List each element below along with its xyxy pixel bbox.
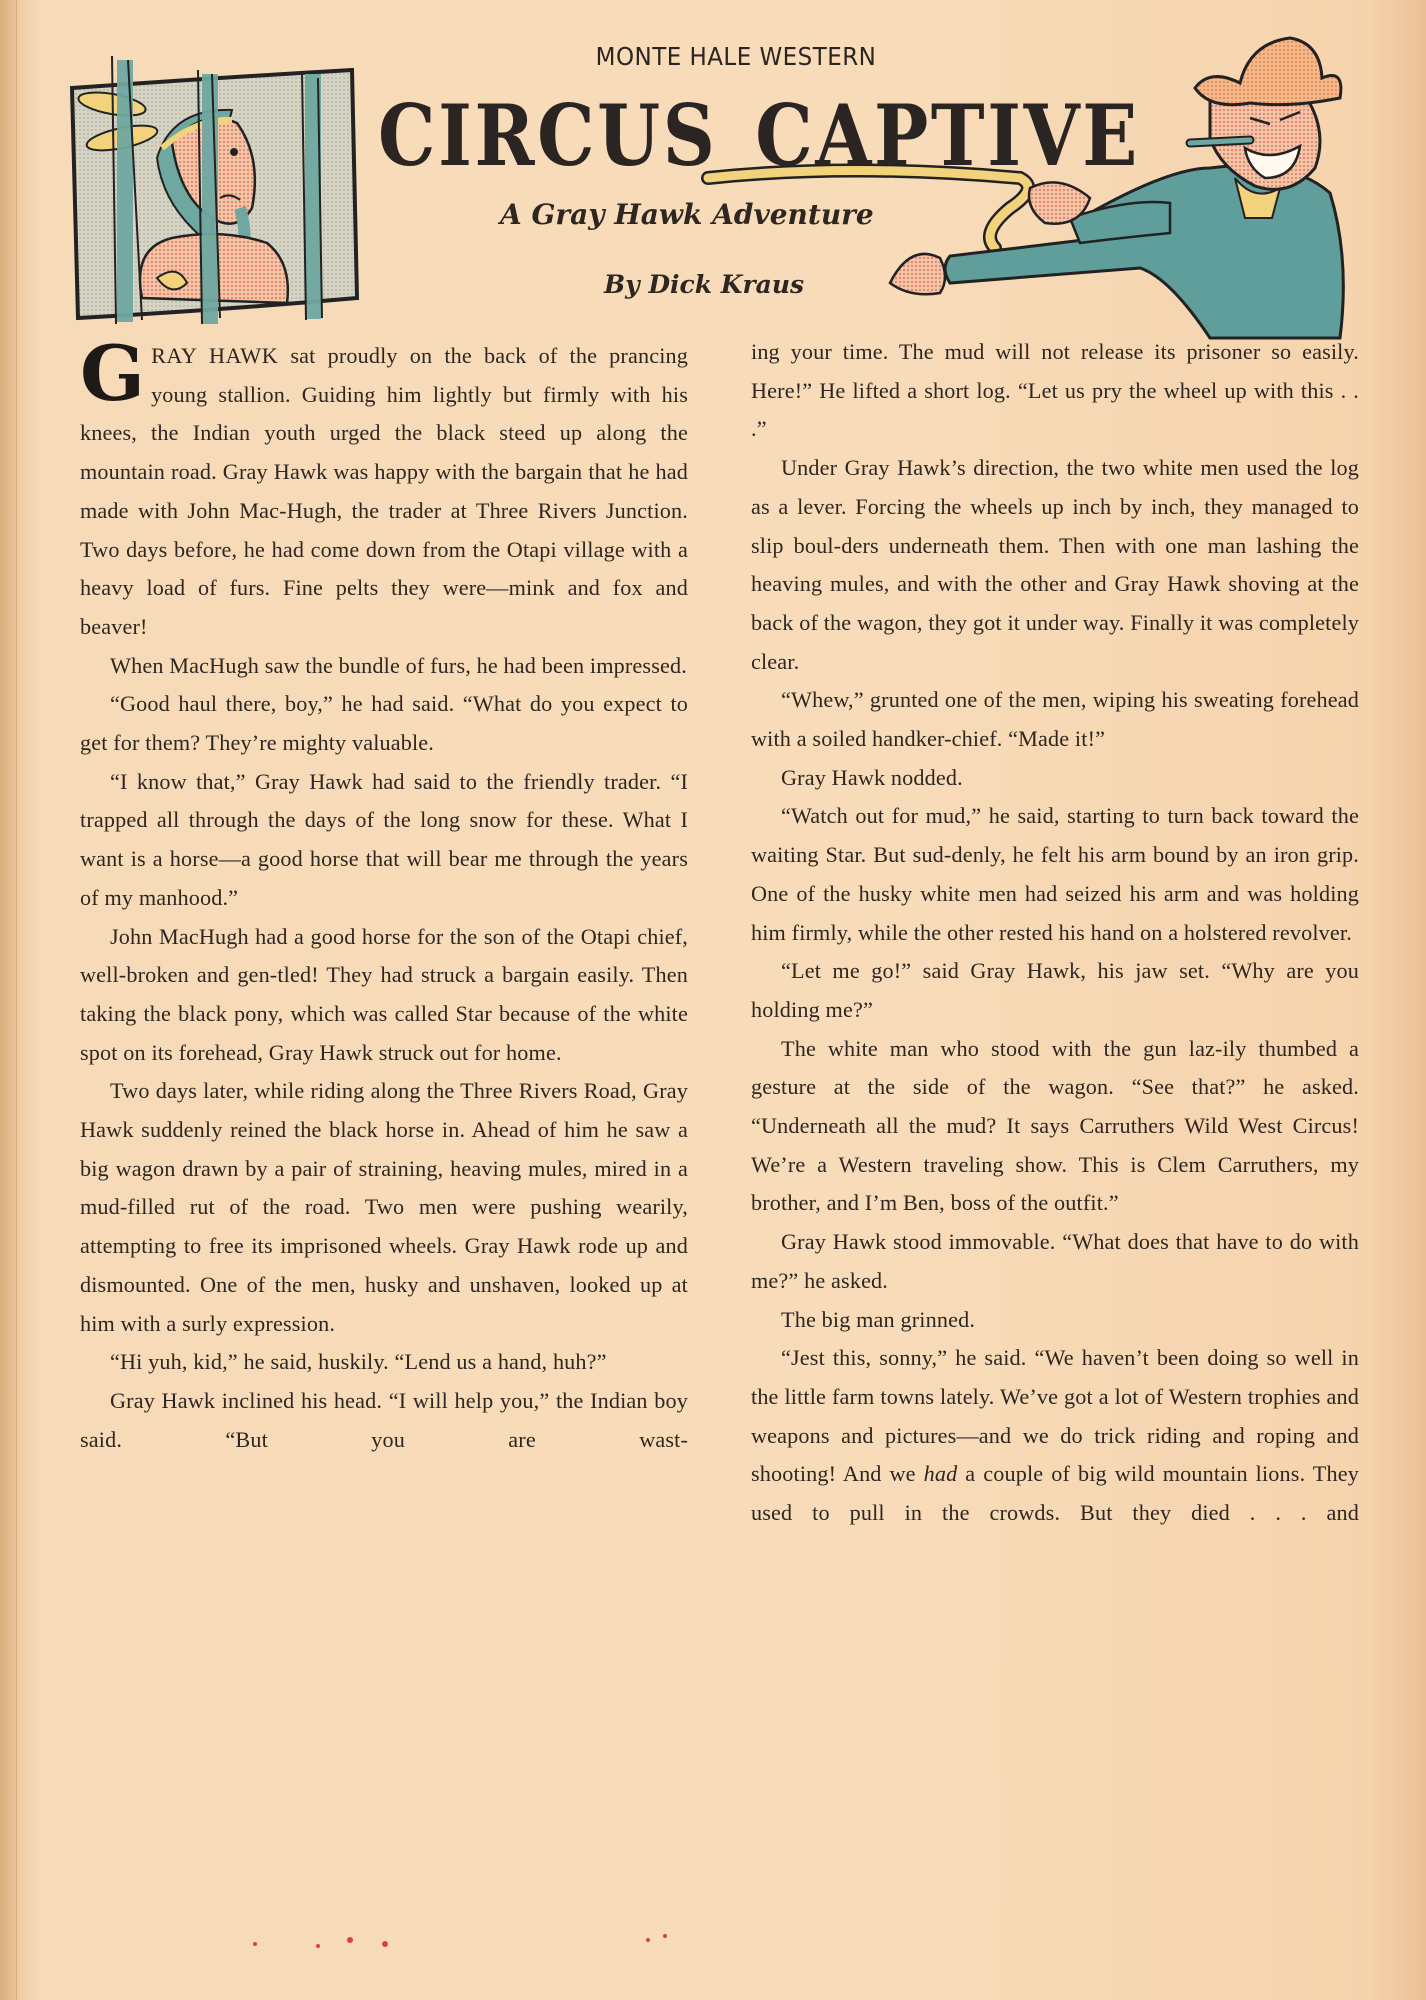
story-subtitle: A Gray Hawk Adventure bbox=[500, 198, 874, 231]
series-title: MONTE HALE WESTERN bbox=[595, 42, 877, 71]
paragraph-text: sat proudly on the back of the prancing young stallion. Guiding him lightly but firmly with his knees, the Indian youth urged the black steed up along the mountain road. Gray Hawk was happy with the bargain that he had made with John Mac-Hugh, the trader at Three Rivers Junction. Two days before, he had come down from the Otapi village with a heavy load of furs. Fine pelts they were—mink and fox and beaver! bbox=[80, 343, 689, 639]
author-byline: By Dick Kraus bbox=[604, 270, 805, 299]
paragraph: “I know that,” Gray Hawk had said to the friendly trader. “I trapped all through the days of the long snow for these. What I want is a horse—a good horse that will bear me through the years of my manhood.” bbox=[80, 768, 688, 910]
paragraph: When MacHugh saw the bundle of furs, he had been impressed. bbox=[110, 652, 687, 678]
page-spine-edge bbox=[0, 0, 17, 2000]
title-word-captive: CAPTIVE bbox=[755, 86, 1140, 185]
paragraph: “Let me go!” said Gray Hawk, his jaw set. “Why are you holding me?” bbox=[751, 958, 1359, 1022]
paragraph: “Whew,” grunted one of the men, wiping his sweating forehead with a soiled handker-chief. “Made it!” bbox=[751, 687, 1359, 752]
paragraph bbox=[751, 1339, 1359, 1533]
paragraph: Under Gray Hawk’s direction, the two white men used the log as a lever. Forcing the wheels up inch by inch, they managed to slip boul-ders underneath them. Then with one man lashing the heaving mules, and with the other and Gray Hawk shoving at the back of the wagon, they got it under way. Finally it was completely clear. bbox=[751, 455, 1359, 674]
circus-boss-illustration bbox=[650, 28, 1350, 348]
text-column-right bbox=[751, 333, 1359, 1533]
text-column-left bbox=[80, 329, 689, 1459]
paragraph: Gray Hawk nodded. bbox=[781, 764, 963, 790]
paragraph: “Hi yuh, kid,” he said, huskily. “Lend us a hand, huh?” bbox=[110, 1349, 607, 1375]
paragraph: Gray Hawk stood immovable. “What does that have to do with me?” he asked. bbox=[751, 1229, 1359, 1293]
paragraph: “Good haul there, boy,” he had said. “What do you expect to get for them? They’re mighty valuable. bbox=[80, 691, 688, 756]
paragraph: The big man grinned. bbox=[781, 1306, 976, 1332]
paragraph: John MacHugh had a good horse for the son of the Otapi chief, well-broken and gen-tled! They had struck a bargain easily. Then taking the black pony, which was called Star because of the white spot on its forehead, Gray Hawk struck out for home. bbox=[80, 923, 688, 1065]
paragraph: Gray Hawk inclined his head. “I will help you,” the Indian boy said. “But you are wast- bbox=[80, 1387, 688, 1452]
emphasis-text: had bbox=[923, 1461, 958, 1487]
paragraph: Two days later, while riding along the Three Rivers Road, Gray Hawk suddenly reined the black horse in. Ahead of him he saw a big wagon drawn by a pair of straining, heaving mules, mired in a mud-filled rut of the road. Two men were pushing wearily, attempting to free its imprisoned wheels. Gray Hawk rode up and dismounted. One of the men, husky and unshaven, looked up at him with a surly expression. bbox=[80, 1078, 688, 1336]
paragraph: ing your time. The mud will not release its prisoner so easily. Here!” He lifted a short log. “Let us pry the wheel up with this . . .” bbox=[751, 339, 1359, 442]
caged-boy-illustration bbox=[62, 48, 380, 328]
ink-specks-decoration bbox=[0, 1930, 1426, 1970]
lead-caps: RAY HAWK bbox=[151, 343, 279, 368]
paragraph: The white man who stood with the gun laz-ily thumbed a gesture at the side of the wagon. “See that?” he asked. “Underneath all the mud? It says Carruthers Wild West Circus! We’re a Western traveling show. This is Clem Carruthers, my brother, and I’m Ben, boss of the outfit.” bbox=[751, 1035, 1359, 1216]
paragraph bbox=[80, 329, 689, 647]
drop-cap: G bbox=[80, 329, 146, 418]
title-word-circus: CIRCUS bbox=[378, 86, 718, 185]
paragraph: “Watch out for mud,” he said, starting to turn back toward the waiting Star. But sud-denly, he felt his arm bound by an iron grip. One of the husky white men had seized his arm and was holding him firmly, while the other rested his hand on a holstered revolver. bbox=[751, 803, 1359, 945]
paragraph-text: “Jest this, sonny,” he said. “We haven’t been doing so well in the little farm towns lately. We’ve got a lot of Western trophies and weapons and pictures—and we do trick riding and roping and shooting! And we bbox=[751, 1345, 1359, 1487]
paragraph-text: a couple of big wild mountain lions. They used to pull in the crowds. But they died . . . and bbox=[751, 1461, 1359, 1526]
story-title bbox=[378, 86, 1140, 185]
